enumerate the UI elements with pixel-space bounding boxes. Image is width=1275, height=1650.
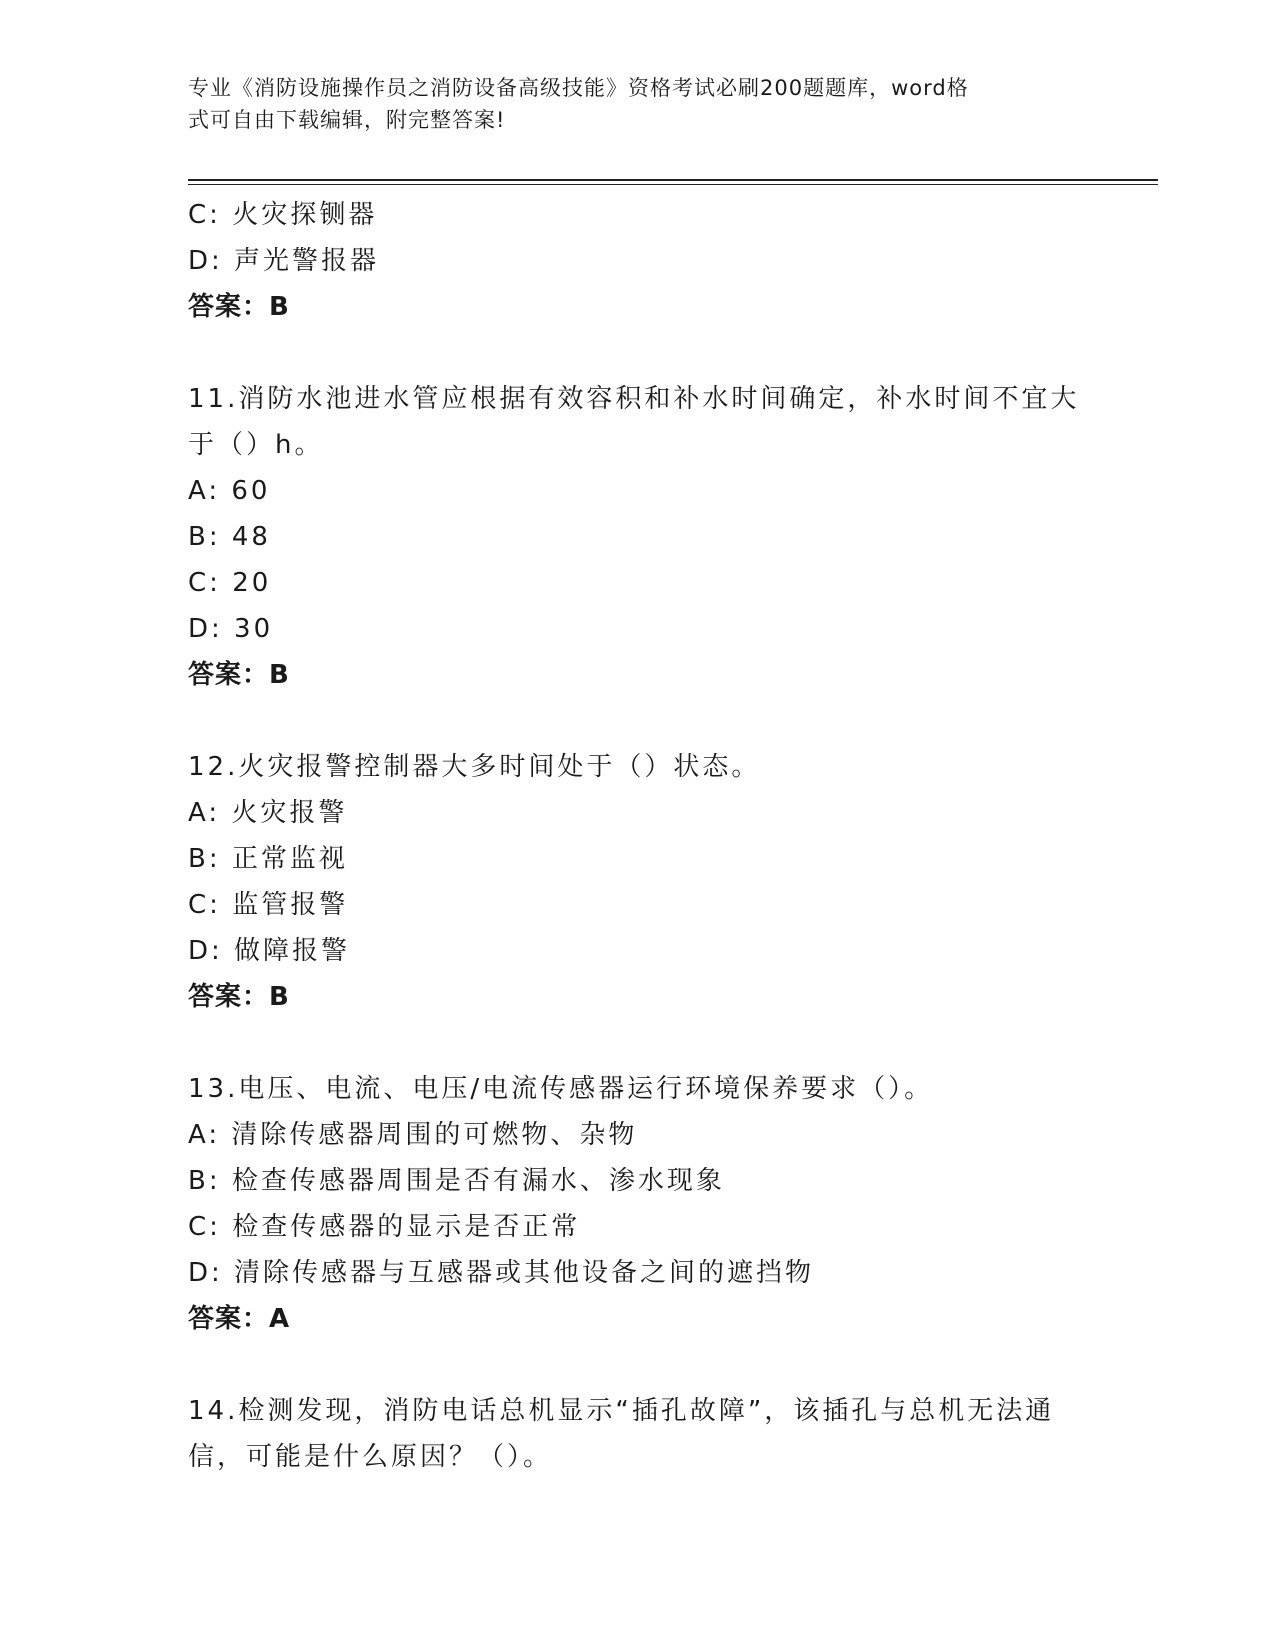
option-c bbox=[188, 1204, 1088, 1250]
option-text: 声光警报器 bbox=[234, 246, 380, 276]
option-d bbox=[188, 928, 1088, 974]
option-text: 30 bbox=[234, 614, 274, 644]
option-letter: D: bbox=[188, 1258, 223, 1288]
header-line-1: 专业《消防设施操作员之消防设备高级技能》资格考试必刷200题题库，word格 bbox=[188, 76, 969, 100]
option-d bbox=[188, 1250, 1088, 1296]
question-stem: 12.火灾报警控制器大多时间处于（）状态。 bbox=[188, 752, 761, 782]
option-letter: C: bbox=[188, 568, 221, 598]
option-text: 检查传感器周围是否有漏水、渗水现象 bbox=[231, 1166, 725, 1196]
answer-line: 答案：B bbox=[188, 982, 290, 1012]
option-text: 检查传感器的显示是否正常 bbox=[232, 1212, 581, 1242]
option-b bbox=[188, 836, 1088, 882]
option-a bbox=[188, 790, 1088, 836]
option-letter: A: bbox=[188, 1120, 221, 1150]
option-d bbox=[188, 238, 1088, 284]
option-a bbox=[188, 468, 1088, 514]
option-letter: B: bbox=[188, 522, 221, 552]
header-divider-thick bbox=[188, 179, 1158, 181]
question-list bbox=[188, 192, 1088, 1480]
option-letter: D: bbox=[188, 614, 223, 644]
option-letter: D: bbox=[188, 936, 223, 966]
question-stem-continued: 于（）h。 bbox=[188, 430, 324, 460]
question-stem: 13.电压、电流、电压/电流传感器运行环境保养要求（）。 bbox=[188, 1074, 934, 1104]
spacer bbox=[188, 698, 1088, 744]
question-10-continued bbox=[188, 192, 1088, 330]
option-letter: A: bbox=[188, 476, 221, 506]
question-stem-continued: 信，可能是什么原因？（）。 bbox=[188, 1442, 553, 1472]
option-c bbox=[188, 560, 1088, 606]
option-text: 60 bbox=[231, 476, 271, 506]
option-text: 清除传感器周围的可燃物、杂物 bbox=[231, 1120, 638, 1150]
option-text: 48 bbox=[231, 522, 271, 552]
question-13 bbox=[188, 1066, 1088, 1342]
option-letter: B: bbox=[188, 844, 221, 874]
option-text: 正常监视 bbox=[231, 844, 348, 874]
option-text: 清除传感器与互感器或其他设备之间的遮挡物 bbox=[234, 1258, 815, 1288]
option-letter: C: bbox=[188, 1212, 221, 1242]
question-14 bbox=[188, 1388, 1088, 1480]
option-text: 做障报警 bbox=[234, 936, 351, 966]
question-11 bbox=[188, 376, 1088, 698]
answer-line: 答案：A bbox=[188, 1304, 291, 1334]
header-divider-thin bbox=[188, 184, 1158, 185]
option-c bbox=[188, 192, 1088, 238]
option-b bbox=[188, 1158, 1088, 1204]
document-header bbox=[188, 72, 1068, 136]
option-text: 监管报警 bbox=[232, 890, 349, 920]
option-letter: B: bbox=[188, 1166, 221, 1196]
option-letter: C: bbox=[188, 200, 221, 230]
option-letter: D: bbox=[188, 246, 223, 276]
option-letter: A: bbox=[188, 798, 221, 828]
option-letter: C: bbox=[188, 890, 221, 920]
option-text: 火灾探铡器 bbox=[232, 200, 378, 230]
option-text: 20 bbox=[232, 568, 272, 598]
answer-line: 答案：B bbox=[188, 292, 290, 322]
option-d bbox=[188, 606, 1088, 652]
question-stem: 14.检测发现，消防电话总机显示“插孔故障”，该插孔与总机无法通 bbox=[188, 1396, 1055, 1426]
spacer bbox=[188, 330, 1088, 376]
answer-line: 答案：B bbox=[188, 660, 290, 690]
option-a bbox=[188, 1112, 1088, 1158]
option-b bbox=[188, 514, 1088, 560]
spacer bbox=[188, 1342, 1088, 1388]
option-text: 火灾报警 bbox=[231, 798, 348, 828]
question-stem: 11.消防水池进水管应根据有效容积和补水时间确定，补水时间不宜大 bbox=[188, 384, 1080, 414]
option-c bbox=[188, 882, 1088, 928]
header-line-2: 式可自由下载编辑，附完整答案! bbox=[188, 108, 506, 132]
question-12 bbox=[188, 744, 1088, 1020]
spacer bbox=[188, 1020, 1088, 1066]
